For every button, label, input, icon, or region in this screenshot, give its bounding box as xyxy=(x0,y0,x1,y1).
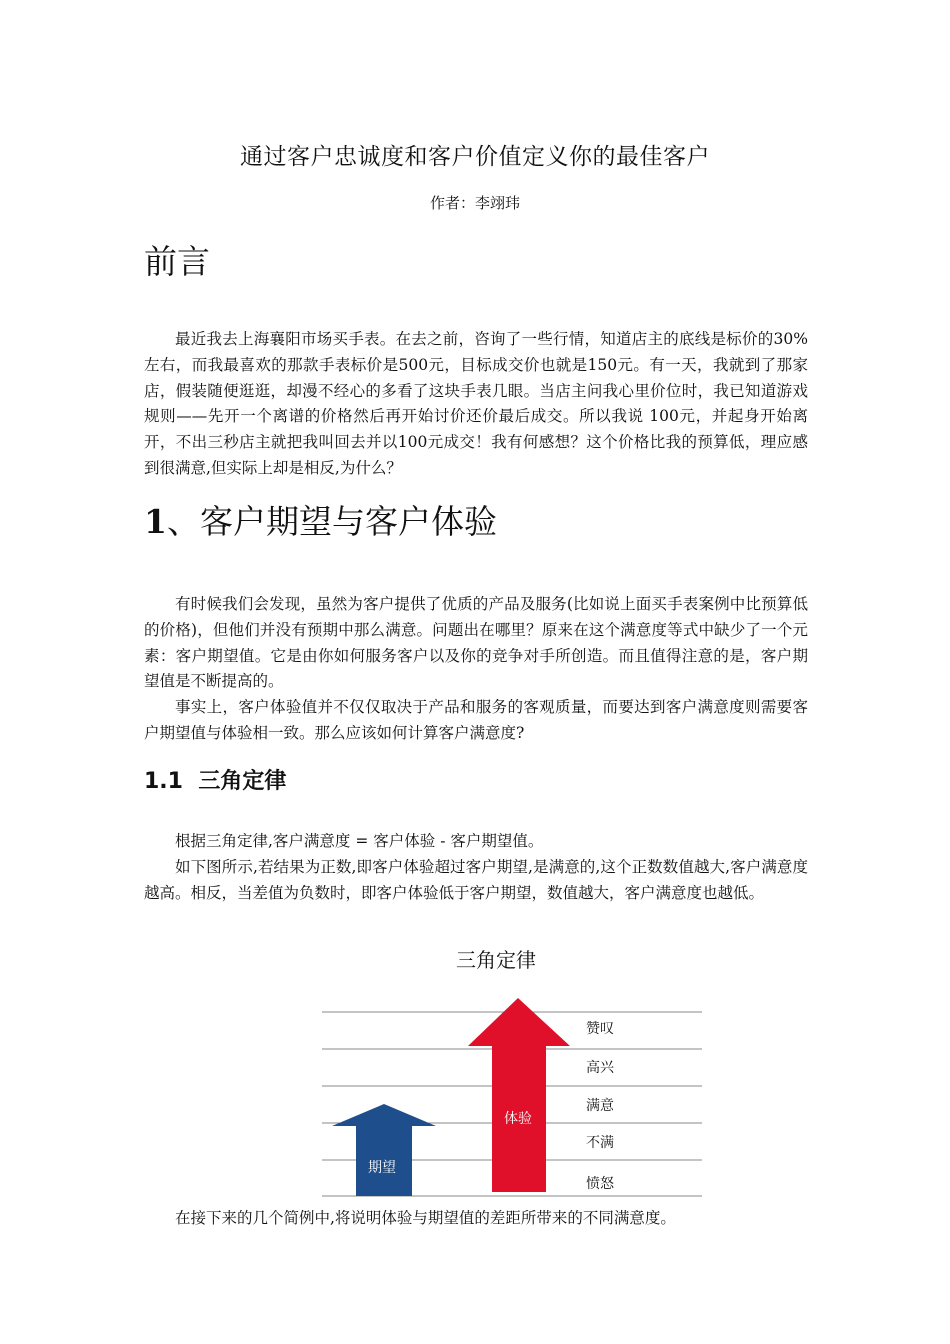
experience-arrow xyxy=(468,998,570,1192)
preface-text: 最近我去上海襄阳市场买手表。在去之前，咨询了一些行情，知道店主的底线是标价的30%左右，而我最喜欢的那款手表标价是500元，目标成交价也就是150元。有一天，我就到了那家店，假装随便逛逛，却漫不经心的多看了这块手表几眼。当店主问我心里价位时，我已知道游戏规则——先开一个离谱的价格然后再开始讨价还价最后成交。所以我说 100元，并起身开始离开，不出三秒店主就把我叫回去并以100元成交！我有何感想？这个价格比我的预算低，理应感到很满意,但实际上却是相反,为什么？ xyxy=(144,330,808,477)
figure-caption: 在接下来的几个简例中,将说明体验与期望值的差距所带来的不同满意度。 xyxy=(175,1209,676,1227)
section1-heading xyxy=(144,496,497,543)
section1-title: 、客户期望与客户体验 xyxy=(166,502,497,541)
level-label-2: 高兴 xyxy=(586,1060,614,1076)
expectation-label: 期望 xyxy=(368,1160,396,1176)
section11-title: 三角定律 xyxy=(198,769,287,794)
triangle-law-figure xyxy=(320,940,710,1202)
level-label-5: 愤怒 xyxy=(586,1176,614,1192)
level-label-1: 赞叹 xyxy=(586,1021,614,1037)
level-label-4: 不满 xyxy=(586,1135,614,1151)
preface-heading: 前言 xyxy=(144,242,210,281)
section1-paragraph-1: 有时候我们会发现，虽然为客户提供了优质的产品及服务(比如说上面买手表案例中比预算低的价格)，但他们并没有预期中那么满意。问题出在哪里？原来在这个满意度等式中缺少了一个元素：客户期望值。它是由你如何服务客户以及你的竞争对手所创造。而且值得注意的是，客户期望值是不断提高的。 xyxy=(144,595,808,691)
author-line: 作者：李翊玮 xyxy=(429,194,520,212)
section11-heading xyxy=(144,764,286,795)
section1-number: 1 xyxy=(144,502,167,541)
section11-paragraph-1: 根据三角定律,客户满意度 = 客户体验 - 客户期望值。 xyxy=(175,832,544,850)
section11-body xyxy=(144,829,808,906)
experience-label: 体验 xyxy=(504,1111,532,1127)
document-title: 通过客户忠诚度和客户价值定义你的最佳客户 xyxy=(240,144,710,170)
expectation-arrow xyxy=(332,1104,436,1196)
preface-paragraph xyxy=(144,327,808,482)
section1-body xyxy=(144,592,808,747)
section1-paragraph-2: 事实上，客户体验值并不仅仅取决于产品和服务的客观质量，而要达到客户满意度则需要客户期望值与体验相一致。那么应该如何计算客户满意度? xyxy=(144,698,808,742)
level-label-3: 满意 xyxy=(586,1098,614,1114)
figure-title: 三角定律 xyxy=(456,948,536,972)
section11-number: 1.1 xyxy=(144,769,183,794)
section11-paragraph-2: 如下图所示,若结果为正数,即客户体验超过客户期望,是满意的,这个正数数值越大,客户满意度越高。相反，当差值为负数时，即客户体验低于客户期望，数值越大，客户满意度也越低。 xyxy=(144,857,808,902)
